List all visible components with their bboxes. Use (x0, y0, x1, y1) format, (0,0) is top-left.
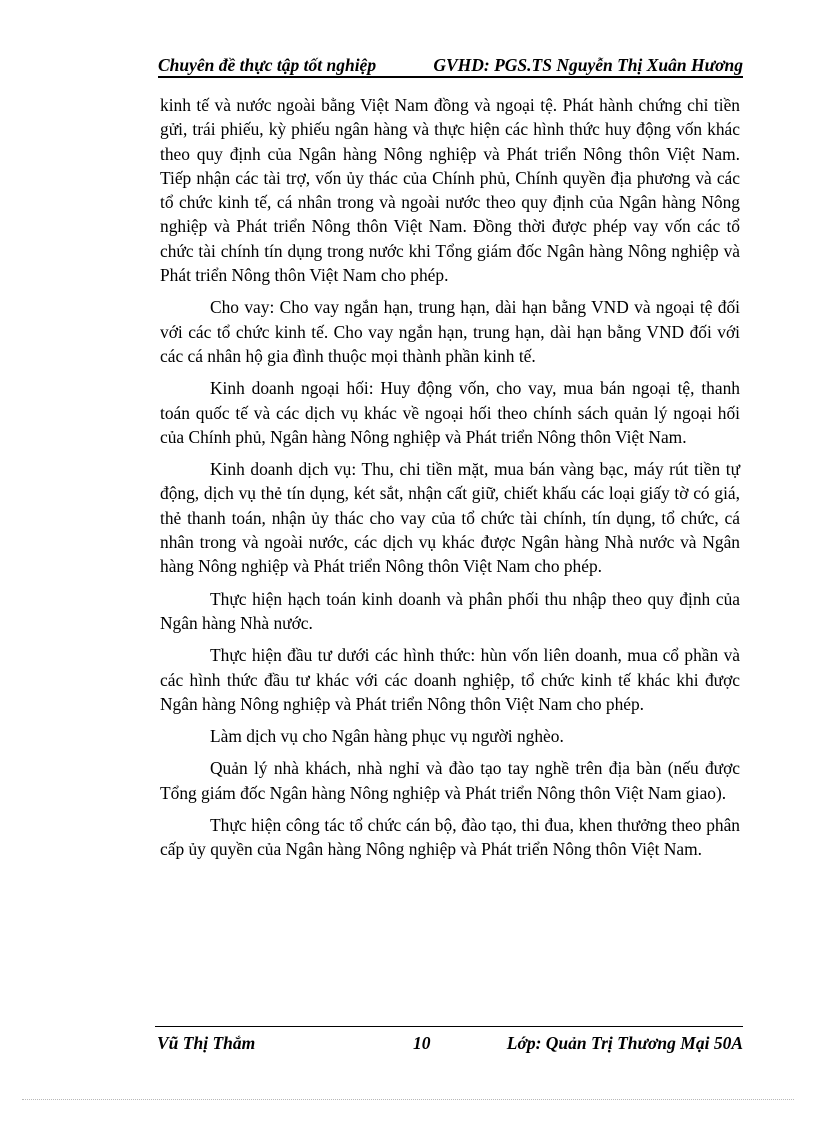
paragraph-lending: Cho vay: Cho vay ngắn hạn, trung hạn, dài hạn bằng VND và ngoại tệ đối với các tổ chức kinh tế. Cho vay ngắn hạn, trung hạn, dài hạn bằng VND đối với các cá nhân hộ gia đình thuộc mọi thành phần kinh tế. (160, 297, 740, 366)
page-header (158, 50, 743, 78)
paragraph-accounting: Thực hiện hạch toán kinh doanh và phân phối thu nhập theo quy định của Ngân hàng Nhà nước. (160, 588, 740, 633)
page-footer (155, 1026, 743, 1055)
paragraph-personnel: Thực hiện công tác tổ chức cán bộ, đào tạo, thi đua, khen thưởng theo phân cấp ủy quyền của Ngân hàng Nông nghiệp và Phát triển Nông thôn Việt Nam. (160, 815, 740, 860)
paragraph-investment: Thực hiện đầu tư dưới các hình thức: hùn vốn liên doanh, mua cổ phần và các hình thức đầu tư khác với các doanh nghiệp, tổ chức kinh tế khác khi được Ngân hàng Nông nghiệp và Phát triển Nông thôn Việt Nam cho phép. (160, 645, 740, 714)
paragraph-continued: kinh tế và nước ngoài bằng Việt Nam đồng và ngoại tệ. Phát hành chứng chỉ tiền gửi, trái phiếu, kỳ phiếu ngân hàng và thực hiện các hình thức huy động vốn khác theo quy định của Ngân hàng Nông nghiệp và Phát triển Nông thôn Việt Nam. Tiếp nhận các tài trợ, vốn ủy thác của Chính phủ, Chính quyền địa phương và các tổ chức kinh tế, cá nhân trong và ngoài nước theo quy định của Ngân hàng Nông nghiệp và Phát triển Nông thôn Việt Nam. Đồng thời được phép vay vốn các tổ chức tài chính tín dụng trong nước khi Tổng giám đốc Ngân hàng Nông nghiệp và Phát triển Nông thôn Việt Nam cho phép. (160, 95, 740, 286)
paragraph-poverty-bank: Làm dịch vụ cho Ngân hàng phục vụ người nghèo. (210, 726, 564, 747)
paragraph-services: Kinh doanh dịch vụ: Thu, chi tiền mặt, mua bán vàng bạc, máy rút tiền tự động, dịch vụ thẻ tín dụng, két sắt, nhận cất giữ, chiết khấu các loại giấy tờ có giá, thẻ thanh toán, nhận ủy thác cho vay của tổ chức tài chính, tín dụng, tổ chức, cá nhân trong và ngoài nước, các dịch vụ khác được Ngân hàng Nhà nước và Ngân hàng Nông nghiệp và Phát triển Nông thôn Việt Nam cho phép. (160, 459, 740, 577)
page-number: 10 (413, 1033, 431, 1053)
paragraph-foreign-exchange: Kinh doanh ngoại hối: Huy động vốn, cho vay, mua bán ngoại tệ, thanh toán quốc tế và các dịch vụ khác về ngoại hối theo chính sách quản lý ngoại hối của Chính phủ, Ngân hàng Nông nghiệp và Phát triển Nông thôn Việt Nam. (160, 378, 740, 447)
footer-author: Vũ Thị Thắm (157, 1033, 256, 1053)
header-supervisor: GVHD: PGS.TS Nguyễn Thị Xuân Hương (433, 55, 743, 75)
paragraph-guesthouse: Quản lý nhà khách, nhà nghỉ và đào tạo tay nghề trên địa bàn (nếu được Tổng giám đốc Ngân hàng Nông nghiệp và Phát triển Nông thôn Việt Nam giao). (160, 758, 740, 803)
document-body (160, 93, 740, 870)
footer-class: Lớp: Quản Trị Thương Mại 50A (506, 1033, 743, 1053)
page-bottom-divider (22, 1099, 794, 1100)
header-topic: Chuyên đề thực tập tốt nghiệp (158, 55, 377, 75)
